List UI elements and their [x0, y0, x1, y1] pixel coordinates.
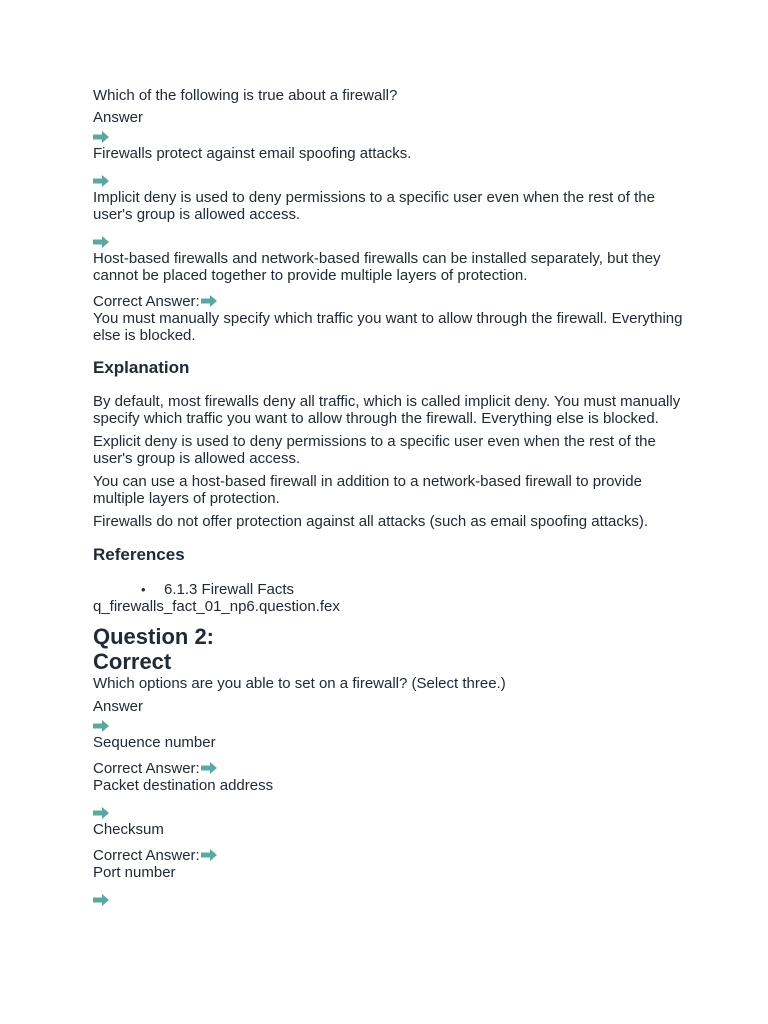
right-arrow-icon	[201, 762, 217, 774]
correct-answer-label: Correct Answer:	[93, 847, 200, 864]
answer-option: Firewalls protect against email spoofing attacks.	[93, 145, 412, 162]
explanation-paragraph: Firewalls do not offer protection against all attacks (such as email spoofing attacks).	[93, 513, 648, 530]
right-arrow-icon	[93, 236, 109, 248]
right-arrow-icon	[93, 720, 109, 732]
answer-option: Sequence number	[93, 734, 216, 751]
correct-answer-row	[93, 760, 683, 777]
answer-option: Packet destination address	[93, 777, 274, 794]
question-text: Which options are you able to set on a firewall? (Select three.)	[93, 675, 506, 692]
explanation-paragraph: By default, most firewalls deny all traffic, which is called implicit deny. You must manually specify which traffic you want to allow through the firewall. Everything else is blocked.	[93, 393, 681, 427]
answer-option: Port number	[93, 864, 176, 881]
answer-option: Host-based firewalls and network-based firewalls can be installed separately, but they cannot be placed together to provide multiple layers of protection.	[93, 250, 661, 284]
answer-label: Answer	[93, 698, 144, 715]
right-arrow-icon	[201, 295, 217, 307]
answer-option: Checksum	[93, 821, 164, 838]
answer-label: Answer	[93, 109, 144, 126]
right-arrow-icon	[93, 807, 109, 819]
correct-answer-label: Correct Answer:	[93, 760, 200, 777]
question-text: Which of the following is true about a firewall?	[93, 87, 398, 104]
references-heading: References	[93, 545, 185, 564]
question-heading: Question 2:	[93, 624, 215, 649]
correct-answer-row	[93, 847, 683, 864]
right-arrow-icon	[93, 894, 109, 906]
correct-answer-text: You must manually specify which traffic you want to allow through the firewall. Everything else is blocked.	[93, 310, 683, 344]
right-arrow-icon	[93, 131, 109, 143]
reference-link[interactable]: • 6.1.3 Firewall Facts	[93, 581, 683, 598]
question-file-id: q_firewalls_fact_01_np6.question.fex	[93, 598, 340, 615]
question-status: Correct	[93, 649, 172, 674]
correct-answer-row	[93, 293, 683, 310]
quiz-results-page	[93, 87, 683, 906]
references-list	[93, 581, 683, 598]
answer-option: Implicit deny is used to deny permissions to a specific user even when the rest of the user's group is allowed access.	[93, 189, 655, 223]
correct-answer-label: Correct Answer:	[93, 293, 200, 310]
explanation-heading: Explanation	[93, 358, 190, 377]
explanation-paragraph: Explicit deny is used to deny permissions to a specific user even when the rest of the user's group is allowed access.	[93, 433, 656, 467]
right-arrow-icon	[93, 175, 109, 187]
right-arrow-icon	[201, 849, 217, 861]
explanation-paragraph: You can use a host-based firewall in addition to a network-based firewall to provide multiple layers of protection.	[93, 473, 642, 507]
